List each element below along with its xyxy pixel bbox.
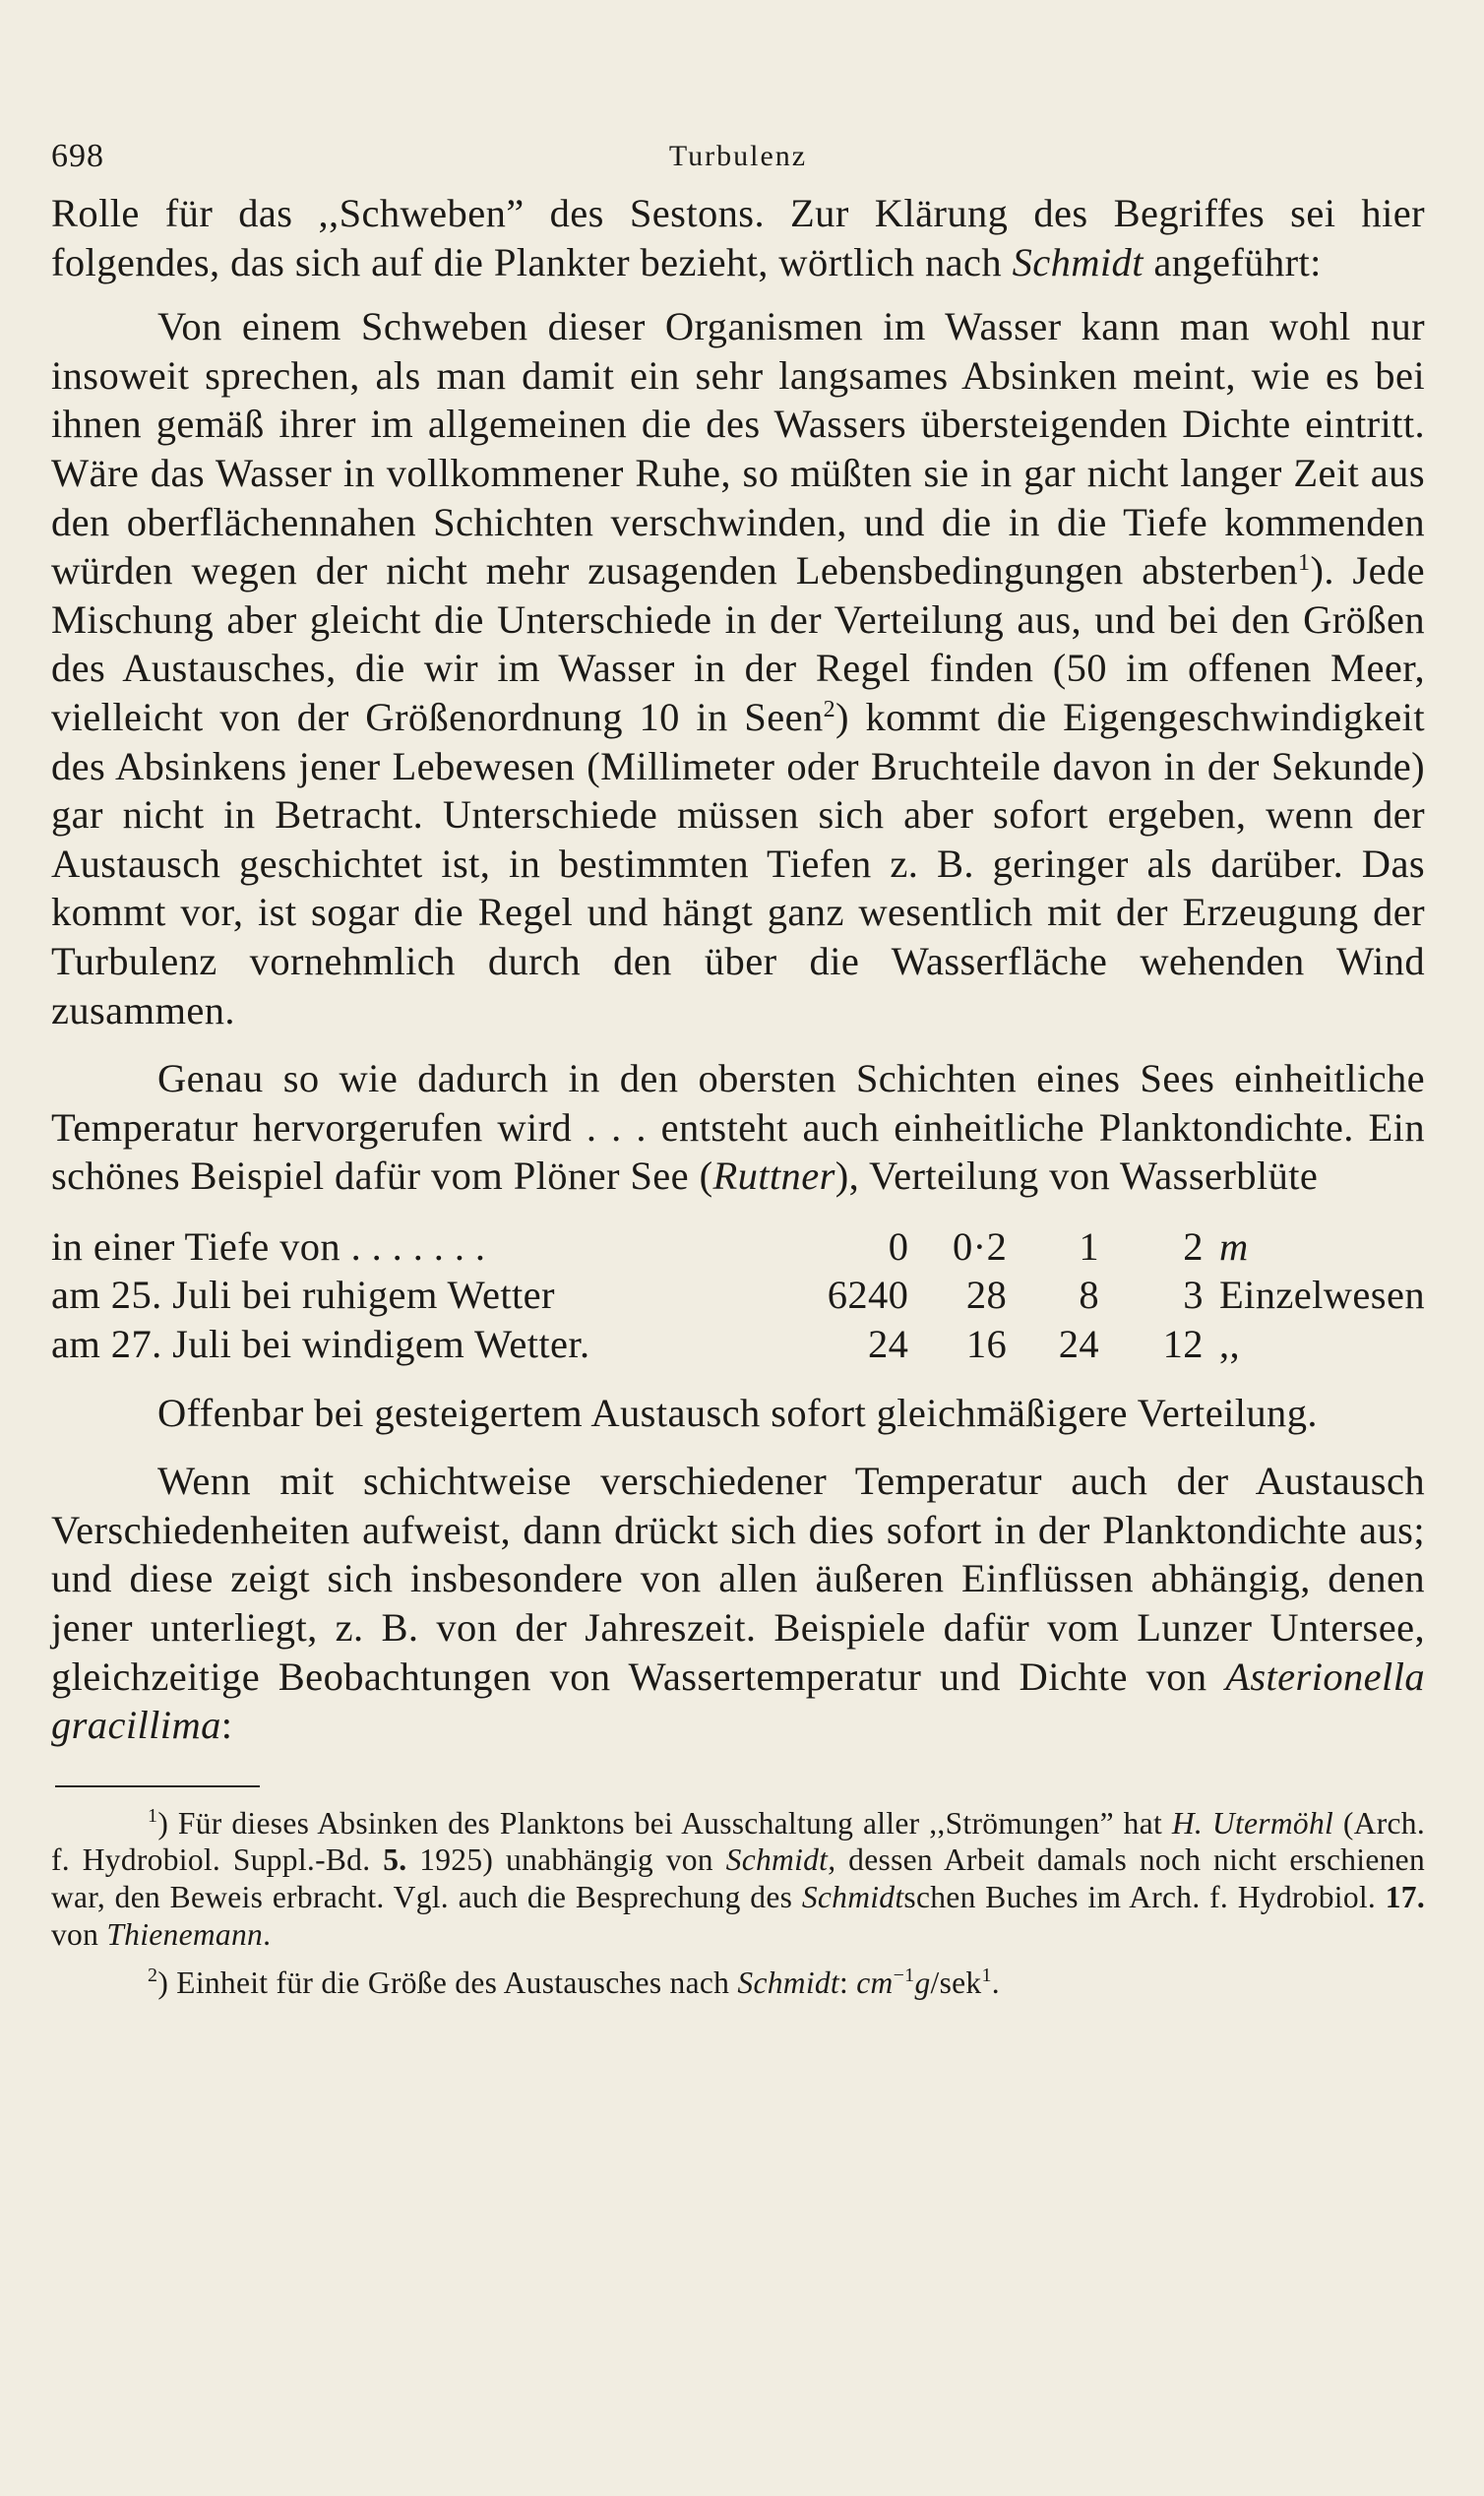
footnote-divider	[55, 1785, 260, 1787]
page-header	[51, 138, 1425, 189]
table-cell: 24	[1058, 1322, 1100, 1367]
footnote-ref-2[interactable]: 2	[823, 696, 836, 722]
row-label: in einer Tiefe von . . . . . . .	[51, 1223, 486, 1269]
table-cell: 1	[1079, 1223, 1100, 1269]
footnote-1: $^1$) Für dieses Absinken des Planktons bei Ausschaltung aller ,,Strömungen” hat H. Utermöhl (Arch. f. Hydrobiol. Suppl.-Bd. 5. 1925) unabhängig von Schmidt, dessen Arbeit damals noch nicht erschienen war, den Beweis erbracht. Vgl. auch die Besprechung des Schmidtschen Buches im Arch. f. Hydrobiol. 17. von Thienemann.	[51, 1804, 1426, 1952]
page-number: 698	[51, 138, 104, 174]
table-cell: 8	[1079, 1273, 1100, 1318]
row-label: am 25. Juli bei ruhigem Wetter	[51, 1273, 555, 1318]
unit-cell: Einzelwesen	[1218, 1273, 1425, 1318]
footnote-2: $^2$) Einheit für die Größe des Austausches nach Schmidt: cm$^{-1}$g/sek$^1$.	[148, 1965, 1000, 2001]
table-cell: 12	[1162, 1322, 1204, 1367]
paragraph-1: Rolle für das ,,Schweben” des Sestons. Zur Klärung des Begriffes sei hier folgendes, das sich auf die Plankter bezieht, wörtlich nach Schmidt angeführt:	[51, 191, 1425, 284]
table-row	[51, 1222, 1425, 1272]
author-name: Ruttner	[712, 1154, 835, 1199]
footnotes	[51, 1805, 1425, 2002]
unit-cell: ,,	[1218, 1322, 1240, 1367]
table-cell: 0	[888, 1223, 909, 1269]
paragraph-3: Genau so wie dadurch in den obersten Schichten eines Sees einheitliche Temperatur hervorgerufen wird . . . entsteht auch einheitliche Planktondichte. Ein schönes Beispiel dafür vom Plöner See (Ruttner), Verteilung von Wasserblüte	[51, 1056, 1425, 1199]
table-cell: 24	[868, 1322, 909, 1367]
author-name: Schmidt	[1012, 239, 1144, 284]
table-cell: 28	[965, 1273, 1008, 1318]
table-cell: 6240	[827, 1273, 909, 1318]
row-label: am 27. Juli bei windigem Wetter.	[51, 1322, 590, 1367]
unit-cell: m	[1218, 1223, 1249, 1269]
running-title: Turbulenz	[668, 140, 808, 172]
table-cell: 2	[1183, 1223, 1204, 1269]
footnote-ref-1[interactable]: 1	[1298, 550, 1311, 577]
data-table	[51, 1222, 1425, 1369]
table-cell: 3	[1183, 1273, 1204, 1318]
table-cell: 0·2	[953, 1223, 1008, 1269]
paragraph-quote: Von einem Schweben dieser Organismen im Wasser kann man wohl nur insoweit sprechen, als man damit ein sehr langsames Absinken meint, wie es bei ihnen gemäß ihrer im allgemeinen die des Wassers übersteigenden Dichte eintritt. Wäre das Wasser in vollkommener Ruhe, so müßten sie in gar nicht langer Zeit aus den oberflächennahen Schichten verschwinden, und die in die Tiefe kommenden würden wegen der nicht mehr zusagenden Lebensbedingungen absterben$^1$). Jede Mischung aber gleicht die Unterschiede in der Verteilung aus, und bei den Größen des Austausches, die wir im Wasser in der Regel finden (50 im offenen Meer, vielleicht von der Größenordnung 10 in Seen$^2$) kommt die Eigengeschwindigkeit des Absinkens jener Lebewesen (Millimeter oder Bruchteile davon in der Sekunde) gar nicht in Betracht. Unterschiede müssen sich aber sofort ergeben, wenn der Austausch geschichtet ist, in bestimmten Tiefen z. B. geringer als darüber. Das kommt vor, ist sogar die Regel und hängt ganz wesentlich mit der Erzeugung der Turbulenz vornehmlich durch den über die Wasserfläche wehenden Wind zusammen.	[51, 304, 1425, 1032]
table-row	[51, 1271, 1425, 1320]
main-text	[51, 189, 1425, 1750]
species-name: Asterionella gracillima	[51, 1654, 1425, 1748]
paragraph-4: Offenbar bei gesteigertem Austausch sofort gleichmäßigere Verteilung.	[157, 1390, 1318, 1435]
paragraph-5: Wenn mit schichtweise verschiedener Temperatur auch der Austausch Verschiedenheiten aufweist, dann drückt sich dies sofort in der Planktondichte aus; und diese zeigt sich insbesondere von allen äußeren Einflüssen abhängig, denen jener unterliegt, z. B. von der Jahreszeit. Beispiele dafür vom Lunzer Untersee, gleichzeitige Beobachtungen von Wassertemperatur und Dichte von Asterionella gracillima:	[51, 1459, 1425, 1748]
table-row	[51, 1320, 1425, 1369]
table-cell: 16	[965, 1322, 1008, 1367]
